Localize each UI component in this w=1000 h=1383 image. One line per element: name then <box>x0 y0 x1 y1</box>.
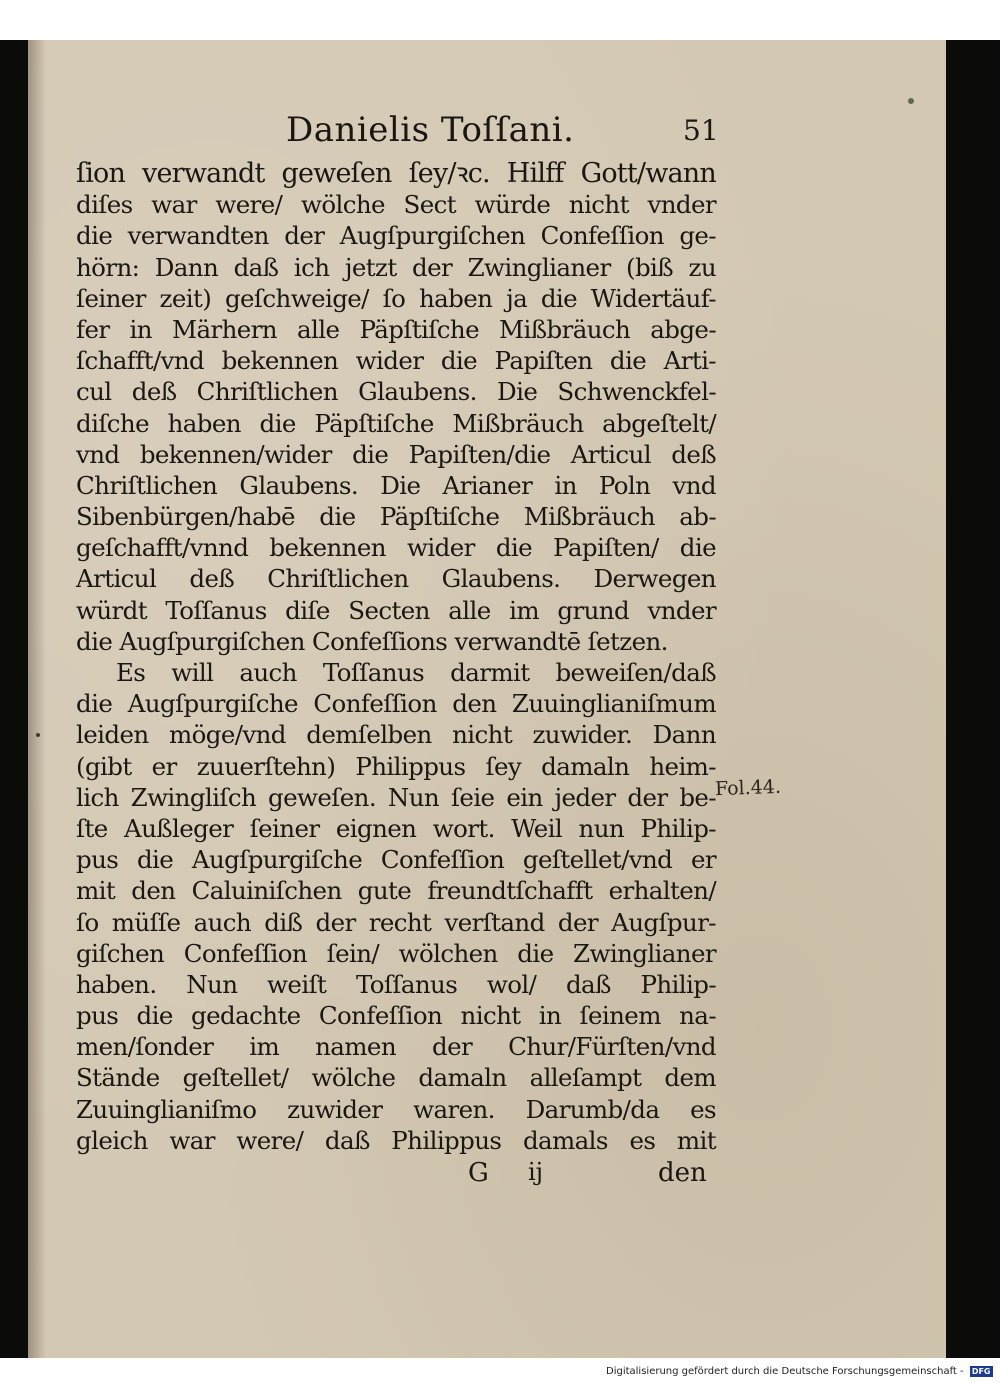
page-number: 51 <box>683 114 719 147</box>
credit-line <box>606 1366 993 1377</box>
page-footer <box>28 1158 946 1194</box>
running-head <box>28 110 946 150</box>
text-line: würdt Toſſanus diſe Secten alle im grund vnder <box>76 595 716 625</box>
text-line: cul deß Chriſtlichen Glaubens. Die Schwenckfel- <box>76 377 716 407</box>
text-line: die verwandten der Augſpurgiſchen Confeſſion ge- <box>76 221 716 251</box>
text-line: gleich war were/ daß Philippus damals es mit <box>76 1125 716 1155</box>
text-line: geſchafft/vnnd bekennen wider die Papiſten/ die <box>76 533 716 563</box>
text-line: men/ſonder im namen der Chur/Fürſten/vnd <box>76 1032 716 1062</box>
signature-mark: G <box>468 1158 489 1188</box>
scan-frame <box>0 40 1000 1358</box>
text-line: fer in Märhern alle Päpſtiſche Mißbräuch abge- <box>76 314 716 344</box>
body-text <box>76 158 716 1156</box>
dfg-logo[interactable]: DFG <box>971 1367 991 1376</box>
text-line: diſes war were/ wölche Sect würde nicht vnder <box>76 190 716 220</box>
text-line: mit den Caluiniſchen gute freundtſchafft erhalten/ <box>76 876 716 906</box>
running-title: Danielis Toſſani. <box>286 110 575 150</box>
paper-speck <box>908 98 914 104</box>
text-line: die Augſpurgiſchen Confeſſions verwandtē ſetzen. <box>76 626 668 656</box>
text-line: Zuuinglianiſmo zuwider waren. Darumb/da es <box>76 1094 716 1124</box>
text-line: die Augſpurgiſche Confeſſion den Zuuinglianiſmum <box>76 689 716 719</box>
text-line: vnd bekennen/wider die Papiſten/die Articul deß <box>76 439 716 469</box>
catchword: den <box>658 1158 707 1188</box>
text-line: ſte Außleger ſeiner eignen wort. Weil nun Philip- <box>76 813 716 843</box>
text-line: Es will auch Toſſanus darmit beweiſen/daß <box>116 658 716 687</box>
text-line: pus die Augſpurgiſche Confeſſion geſtellet/vnd er <box>76 845 716 875</box>
text-line: Articul deß Chriſtlichen Glaubens. Derwegen <box>76 564 716 594</box>
paper-speck <box>36 733 40 737</box>
text-line: Sibenbürgen/habē die Päpſtiſche Mißbräuch ab- <box>76 502 716 532</box>
text-line: lich Zwingliſch geweſen. Nun ſeie ein jeder der be- <box>76 782 716 812</box>
text-line: pus die gedachte Confeſſion nicht in ſeinem na- <box>76 1001 716 1031</box>
text-line: (gibt er zuuerſtehn) Philippus ſey damaln heim- <box>76 751 716 781</box>
text-line: haben. Nun weiſt Toſſanus wol/ daß Philip- <box>76 969 716 999</box>
margin-note: Fol.44. <box>714 775 782 801</box>
text-line: diſche haben die Päpſtiſche Mißbräuch abgeſtelt/ <box>76 408 716 438</box>
text-line: Chriſtlichen Glaubens. Die Arianer in Poln vnd <box>76 470 716 500</box>
text-line: ſeiner zeit) geſchweige/ ſo haben ja die Widertäuf- <box>76 283 716 313</box>
text-line: giſchen Confeſſion ſein/ wölchen die Zwinglianer <box>76 938 716 968</box>
signature-number: ij <box>528 1158 544 1186</box>
text-line: ſchafft/vnd bekennen wider die Papiſten die Arti- <box>76 346 716 376</box>
text-line: leiden möge/vnd demſelben nicht zuwider. Dann <box>76 720 716 750</box>
text-line: hörn: Dann daß ich jetzt der Zwinglianer (biß zu <box>76 252 716 282</box>
text-line: Stände geſtellet/ wölche damaln alleſampt dem <box>76 1063 716 1093</box>
text-line: ſo müſſe auch diß der recht verſtand der Augſpur- <box>76 907 716 937</box>
book-page <box>28 40 946 1358</box>
credit-text: Digitalisierung gefördert durch die Deutsche Forschungsgemeinschaft - <box>606 1366 964 1377</box>
text-line: ſion verwandt geweſen ſey/ꝛc. Hilff Gott/wann <box>76 158 716 189</box>
